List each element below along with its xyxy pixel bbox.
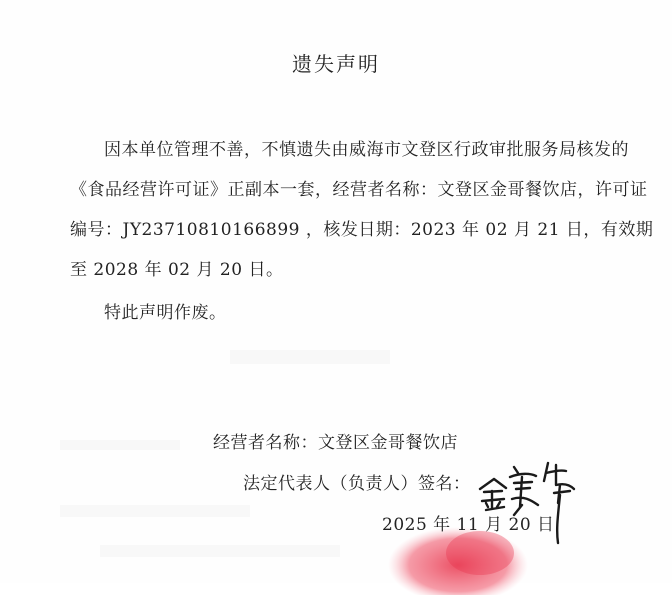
legal-representative-line: 法定代表人（负责人）签名： <box>243 474 471 494</box>
operator-name-line: 经营者名称：文登区金哥餐饮店 <box>213 433 458 453</box>
closing-statement: 特此声明作废。 <box>104 303 227 323</box>
page-title: 遗失声明 <box>292 52 380 76</box>
statement-paragraph: 因本单位管理不善，不慎遗失由威海市文登区行政审批服务局核发的《食品经营许可证》正副本一套，经营者名称：文登区金哥餐饮店，许可证编号：JY23710810166899 ，核发日期：2023 年 02 月 21 日，有效期至 2028 年 02 月 20 日。 <box>70 140 654 280</box>
scan-artifact <box>230 350 390 364</box>
scan-artifact <box>60 505 250 517</box>
scan-artifact <box>100 545 340 557</box>
statement-date: 2025 年 11 月 20 日 <box>382 515 555 535</box>
scan-artifact <box>60 440 180 450</box>
handwritten-signature <box>474 455 586 547</box>
